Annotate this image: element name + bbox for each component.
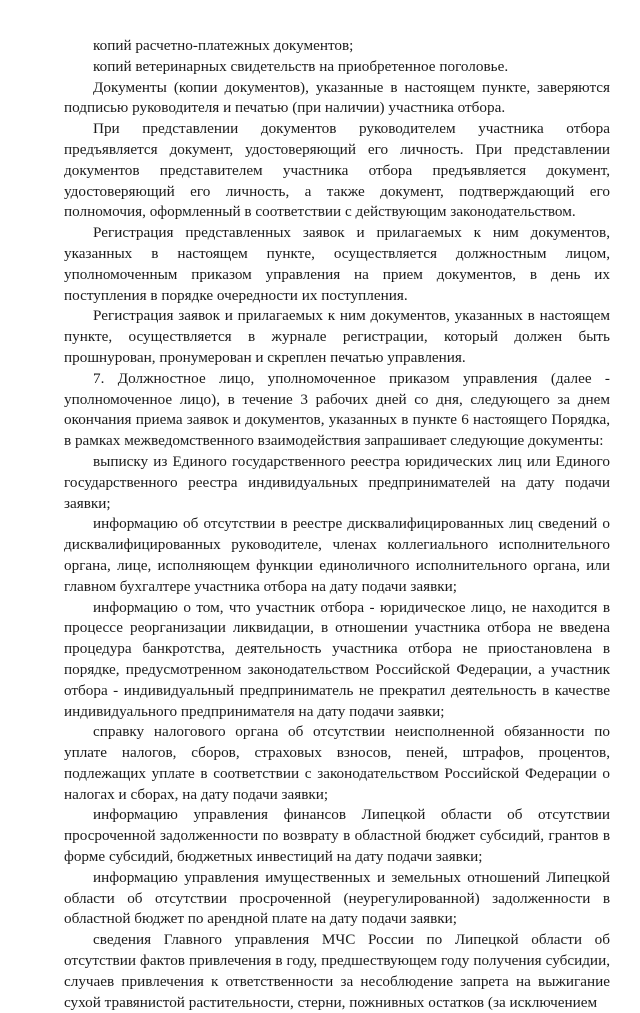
paragraph-item-7: 7. Должностное лицо, уполномоченное приказом управления (далее - уполномоченное лицо), в течение 3 рабочих дней со дня, следующего за днем окончания приема заявок и документов, указанных в пункте 6 настоящего Порядка, в рамках межведомственного взаимодействия запрашивает следующие документы: — [64, 369, 610, 450]
paragraph-disqualified-persons: информацию об отсутствии в реестре дисквалифицированных лиц сведений о дисквалифицированных руководителе, членах коллегиального исполнительного органа, лице, исполняющем функции единоличного исполнительного органа, или главном бухгалтере участника отбора на дату подачи заявки; — [64, 515, 610, 595]
paragraph-egrul-extract: выписку из Единого государственного реестра юридических лиц или Единого государственного реестра индивидуальных предпринимателей на дату подачи заявки; — [64, 452, 610, 512]
paragraph-identity: При представлении документов руководителем участника отбора предъявляется документ, удостоверяющий его личность. При представлении документов представителем участника отбора предъявляется документ, удостоверяющий его личность, а также документ, подтверждающий его полномочия, оформленный в соответствии с действующим законодательством. — [64, 120, 610, 221]
paragraph-registration-journal: Регистрация заявок и прилагаемых к ним документов, указанных в настоящем пункте, осуществляется в журнале регистрации, который должен быть прошнурован, пронумерован и скреплен печатью управления. — [64, 307, 610, 366]
paragraph-certification: Документы (копии документов), указанные в настоящем пункте, заверяются подписью руководителя и печатью (при наличии) участника отбора. — [64, 78, 610, 117]
paragraph-registration: Регистрация представленных заявок и прилагаемых к ним документов, указанных в настоящем пункте, осуществляется должностным лицом, уполномоченным приказом управления на прием документов, в день их поступления в порядке очередности их поступления. — [64, 224, 610, 304]
paragraph-vet-certificates: копий ветеринарных свидетельств на приобретенное поголовье. — [93, 57, 509, 75]
paragraph-reorganization: информацию о том, что участник отбора - юридическое лицо, не находится в процессе реорганизации ликвидации, в отношении участника отбора не введена процедура банкротства, деятельность участника отбора не приостановлена в порядке, предусмотренном законодательством Российской Федерации, а участник отбора - индивидуальный предприниматель не прекратил деятельность в качестве индивидуального предпринимателя на дату подачи заявки; — [64, 598, 610, 720]
paragraph-tax-certificate: справку налогового органа об отсутствии неисполненной обязанности по уплате налогов, сборов, страховых взносов, пеней, штрафов, процентов, подлежащих уплате в соответствии с законодательством Российской Федерации о налогах и сборах, на дату подачи заявки; — [64, 723, 610, 803]
paragraph-mchs-info: сведения Главного управления МЧС России по Липецкой области об отсутствии фактов привлечения в году, предшествующем году получения субсидии, случаев привлечения к ответственности за несоблюдение запрета на выжигание сухой травянистой растительности, стерни, пожнивных остатков (за исключением — [64, 931, 610, 1011]
paragraph-property-debt: информацию управления имущественных и земельных отношений Липецкой области об отсутствии просроченной (неурегулированной) задолженности в областной бюджет по арендной плате на дату подачи заявки; — [64, 868, 610, 928]
paragraph-finance-debt: информацию управления финансов Липецкой области об отсутствии просроченной задолженности по возврату в областной бюджет субсидий, грантов в форме субсидий, бюджетных инвестиций на дату подачи заявки; — [64, 806, 610, 866]
paragraph-payment-docs: копий расчетно-платежных документов; — [93, 37, 354, 54]
document-body — [64, 36, 610, 1013]
